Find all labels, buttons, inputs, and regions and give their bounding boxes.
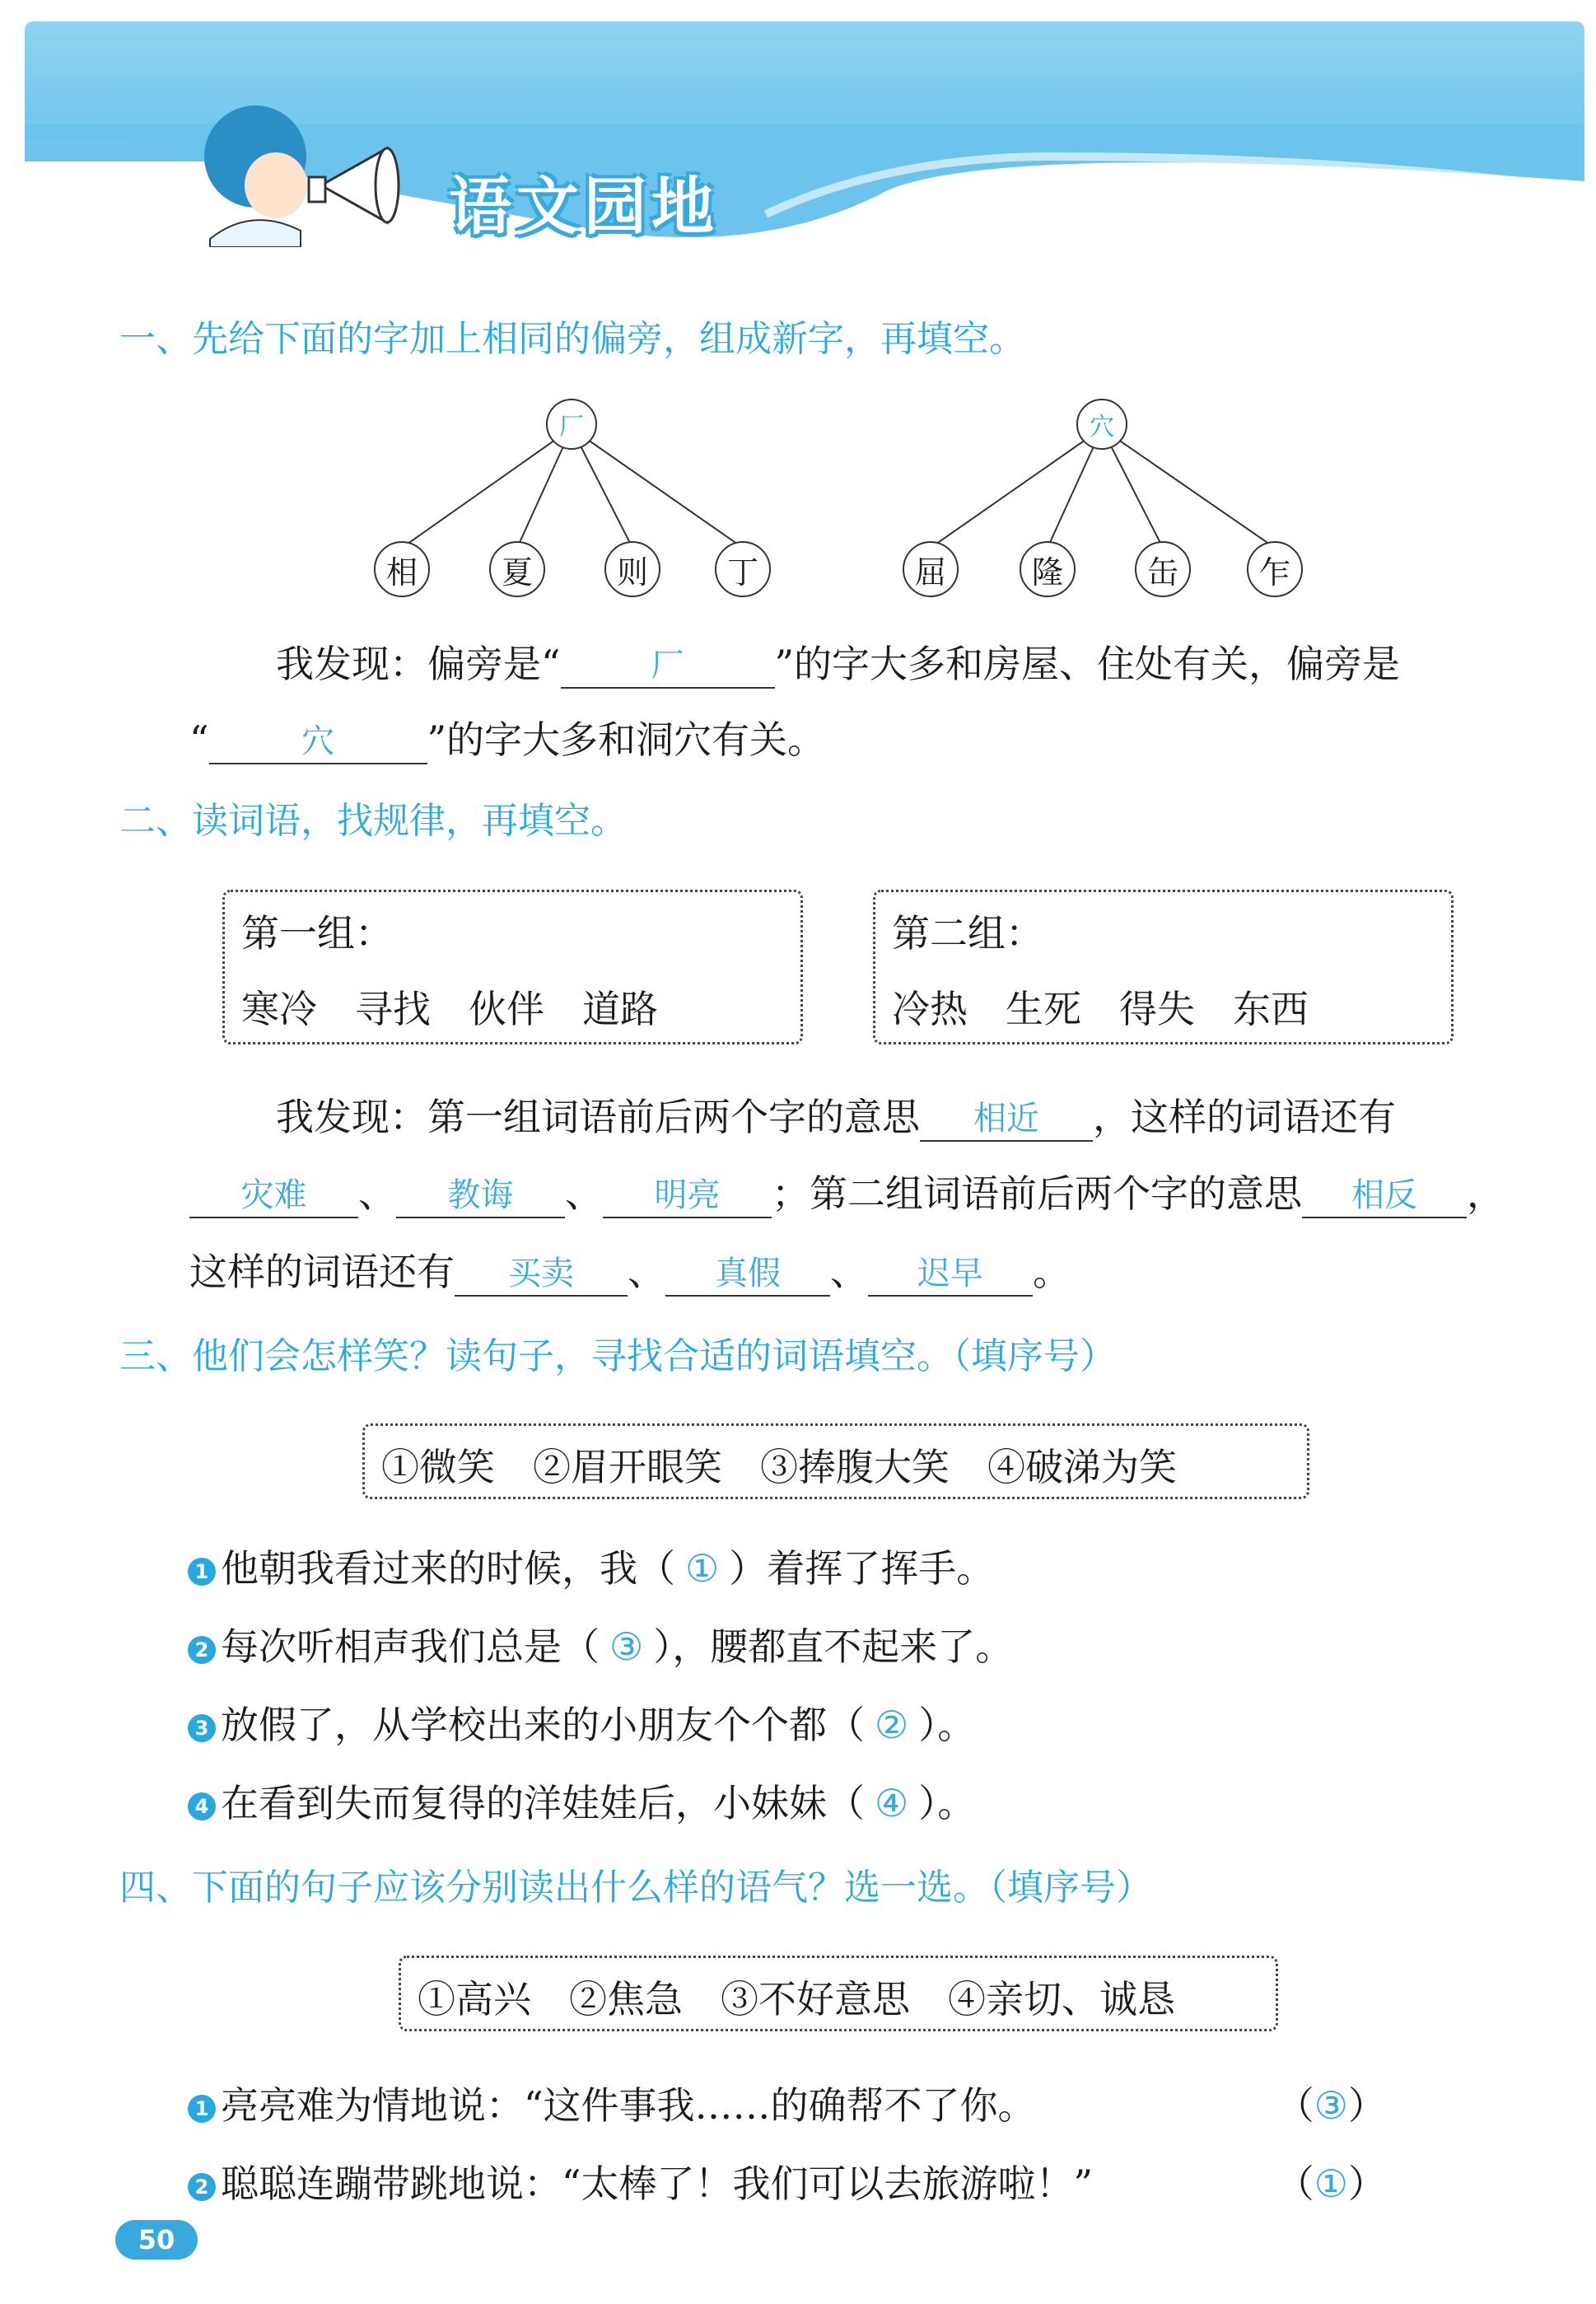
comma: ， [1467, 1171, 1505, 1216]
item-answer[interactable]: ④ [875, 1781, 909, 1825]
item-text: ）着挥了挥手。 [729, 1546, 995, 1591]
paren-open: （ [1276, 2083, 1314, 2128]
item-number-bullet: 3 [188, 1714, 216, 1742]
q1-line2-prefix: “ [189, 717, 209, 762]
q2-example1-blank[interactable]: 灾难 [189, 1174, 358, 1218]
q2-opposite-blank[interactable]: 相反 [1302, 1174, 1467, 1218]
q1-answer1-blank[interactable]: 厂 [561, 644, 775, 689]
item-text: 亮亮难为情地说：“这件事我……的确帮不了你。 [221, 2083, 1036, 2128]
girl-megaphone-illustration [177, 99, 424, 247]
item-text: 他朝我看过来的时候，我（ [221, 1546, 675, 1591]
item-text: 每次听相声我们总是（ [221, 1624, 600, 1669]
item-text: 聪聪连蹦带跳地说：“太棒了！我们可以去旅游啦！” [221, 2161, 1094, 2206]
tree2-leaf: 缶 [1135, 541, 1191, 597]
q2-line2-mid: ；第二组词语前后两个字的意思 [772, 1171, 1302, 1216]
answer-parens [1276, 2154, 1386, 2208]
item-text: 在看到失而复得的洋娃娃后，小妹妹（ [221, 1781, 865, 1825]
separator: 、 [565, 1171, 603, 1216]
paren-open: （ [1276, 2161, 1314, 2206]
item-answer[interactable]: ② [875, 1703, 909, 1747]
group2-box [873, 890, 1454, 1045]
paren-close: ） [1348, 2161, 1386, 2206]
q2-example6-blank[interactable]: 迟早 [868, 1252, 1033, 1297]
separator: 、 [358, 1171, 396, 1216]
item-number-bullet: 1 [188, 1558, 216, 1586]
item-text: 放假了，从学校出来的小朋友个个都（ [221, 1703, 865, 1747]
q2-line1-prefix: 我发现：第一组词语前后两个字的意思 [276, 1095, 920, 1139]
q2-line1-suffix: ，这样的词语还有 [1093, 1095, 1396, 1139]
q1-line1-prefix: 我发现：偏旁是“ [276, 642, 561, 686]
q3-options-box: ①微笑 ②眉开眼笑 ③捧腹大笑 ④破涕为笑 [362, 1423, 1309, 1499]
q2-example5-blank[interactable]: 真假 [665, 1252, 830, 1297]
q2-line1 [276, 1087, 1396, 1142]
q3-item [188, 1774, 975, 1828]
item-answer[interactable]: ① [1314, 2161, 1348, 2206]
q2-example4-blank[interactable]: 买卖 [455, 1252, 628, 1297]
paren-close: ） [1348, 2083, 1386, 2128]
q1-heading: 一、先给下面的字加上相同的偏旁，组成新字，再填空。 [119, 318, 1025, 360]
q4-item [188, 2076, 1489, 2130]
q1-line1-suffix: ”的字大多和房屋、住处有关，偏旁是 [774, 642, 1401, 686]
q3-item [188, 1617, 1013, 1671]
period: 。 [1033, 1250, 1071, 1294]
answer-parens [1276, 2076, 1386, 2130]
tree1-leaf: 丁 [715, 541, 771, 597]
item-number-bullet: 4 [188, 1792, 216, 1820]
tree2-leaf: 隆 [1020, 541, 1076, 597]
q2-line3-prefix: 这样的词语还有 [189, 1250, 455, 1294]
group1-words: 寒冷 寻找 伙伴 道路 [241, 987, 658, 1031]
item-text: ）。 [918, 1703, 976, 1747]
q1-answer2-blank[interactable]: 穴 [209, 720, 427, 764]
q4-options-box: ①高兴 ②焦急 ③不好意思 ④亲切、诚恳 [399, 1956, 1278, 2031]
item-answer[interactable]: ③ [609, 1624, 644, 1669]
q2-heading: 二、读词语，找规律，再填空。 [119, 800, 627, 842]
tree2-root: 穴 [1076, 399, 1127, 450]
item-text: ），腰都直不起来了。 [653, 1624, 1014, 1669]
item-number-bullet: 2 [188, 2173, 216, 2201]
tree1-root: 厂 [546, 399, 597, 450]
q4-heading: 四、下面的句子应该分别读出什么样的语气？选一选。（填序号） [119, 1867, 1152, 1909]
q2-line2 [189, 1164, 1505, 1218]
separator: 、 [628, 1250, 665, 1294]
q2-example3-blank[interactable]: 明亮 [603, 1174, 772, 1218]
q1-line2 [189, 710, 825, 764]
tree2-leaf: 屈 [903, 541, 959, 597]
item-text: ）。 [918, 1781, 976, 1825]
item-answer[interactable]: ① [685, 1546, 720, 1591]
tree1-leaf: 相 [374, 541, 430, 597]
q1-line2-suffix: ”的字大多和洞穴有关。 [427, 717, 826, 762]
q2-example2-blank[interactable]: 教诲 [396, 1174, 565, 1218]
q4-item [188, 2154, 1489, 2208]
q3-heading: 三、他们会怎样笑？读句子，寻找合适的词语填空。（填序号） [119, 1335, 1116, 1377]
q2-line3 [189, 1242, 1071, 1297]
tree2-leaf: 乍 [1247, 541, 1303, 597]
group2-label: 第二组： [892, 911, 1043, 956]
q2-similar-blank[interactable]: 相近 [920, 1097, 1093, 1142]
q3-item [188, 1539, 994, 1593]
group1-box [222, 890, 803, 1045]
item-number-bullet: 1 [188, 2095, 216, 2123]
group1-label: 第一组： [241, 911, 393, 956]
item-number-bullet: 2 [188, 1636, 216, 1664]
item-answer[interactable]: ③ [1314, 2083, 1348, 2128]
tree1-leaf: 夏 [489, 541, 545, 597]
tree1-leaf: 则 [604, 541, 660, 597]
page-number: 50 [115, 2220, 198, 2260]
separator: 、 [830, 1250, 868, 1294]
page-title: 语文园地 [449, 170, 719, 243]
q1-line1 [276, 634, 1400, 689]
q3-item [188, 1695, 975, 1750]
group2-words: 冷热 生死 得失 东西 [892, 987, 1309, 1031]
